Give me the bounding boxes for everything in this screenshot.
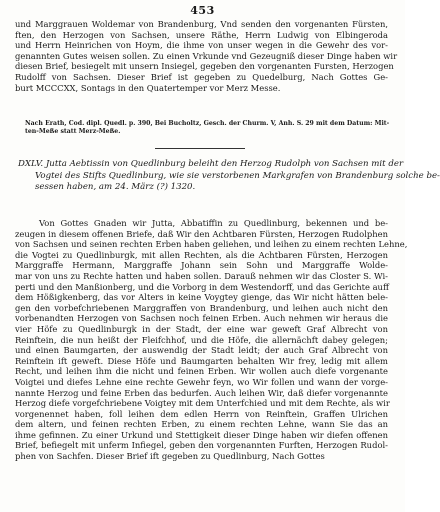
- text-line: und Herrn Heinrichen von Hoym, die ihme von unser wegen in die Gewehr des vor-: [15, 40, 388, 51]
- text-line: zeugen in diesem offenen Briefe, daß Wir den Achtbaren Fürsten, Herzogen Rudolphen: [15, 228, 388, 239]
- text-line: Marggraffe Hermann, Marggraffe Johann sein Sohn und Marggraffe Wolde-: [15, 260, 388, 271]
- document-heading: [18, 159, 440, 194]
- heading-line: DXLV. Jutta Aebtissin von Quedlinburg beleiht den Herzog Rudolph von Sachsen mit der: [18, 159, 404, 169]
- text-line: gen den vorbefchriebenen Marggraffen von Brandenburg, und leihen auch nicht den: [15, 302, 388, 313]
- text-line: Voigtei und diefes Lehne eine rechte Gewehr feyn, wo Wir follen und wann der vorge-: [15, 376, 388, 387]
- continued-charter-text: [15, 19, 398, 93]
- text-line: ihme gefinnen. Zu einer Urkund und Stettigkeit dieser Dinge haben wir diefen offenen: [15, 429, 388, 440]
- source-citation: [25, 120, 390, 136]
- text-line: phen von Sachfen. Dieser Brief ift gegeben zu Quedlinburg, Nach Gottes: [15, 451, 325, 462]
- text-line: vier Höfe zu Quedlinburgk in der Stadt, der eine war geweft Graf Albrecht von: [15, 323, 388, 334]
- text-line: Recht, und leihen ihm die nicht und feinen Erben. Wir wollen auch diefe vorgenante: [15, 366, 388, 377]
- text-line: burt MCCCXX, Sontags in den Quatertemper vor Merz Messe.: [15, 82, 281, 93]
- text-line: und einen Baumgarten, der auswendig der Stadt leidt; der auch Graf Albrecht von: [15, 345, 388, 356]
- citation-line: Nach Erath, Cod. dipl. Quedl. p. 390, Bei Bucholtz, Gesch. der Churm. V, Anh. S. 29 mit dem Datum: Mit-: [25, 120, 390, 127]
- text-line: vorbenandten Herzogen von Sachsen noch feinen Erben. Auch nehmen wir heraus die: [15, 313, 388, 324]
- citation-line: ten-Meße statt Merz-Meße.: [25, 128, 121, 135]
- charter-body-text: [15, 218, 408, 462]
- text-line: mar von uns zu Rechte hatten und haben sollen. Darauß nehmen wir das Closter S. Wi-: [15, 270, 388, 281]
- section-divider: [155, 148, 245, 149]
- text-line: nannte Herzog und feine Erben das bedurfen. Auch leihen Wir, daß diefer vorgenannte: [15, 387, 388, 398]
- text-line: diesen Brief, besiegelt mit unsern Insiegel, gegeben den vorgenanten Fursten, Herzogen: [15, 61, 394, 72]
- text-line: dem altern, und feinen rechten Erben, zu einem rechten Lehne, wann Sie das an: [15, 419, 388, 430]
- text-line: Reinftein, die nun heißt der Fleifchhof, und die Höfe, die allernächft dabey gelegen;: [15, 334, 388, 345]
- text-line: Brief, befiegelt mit unferm Infiegel, geben den vorgenannten Furften, Herzogen Rudol-: [15, 440, 388, 451]
- text-line: vorgenennet haben, foll leihen dem edlen Herrn von Reinftein, Graffen Ulrichen: [15, 408, 388, 419]
- page-number: 453: [190, 4, 215, 17]
- text-line: die Vogtei zu Quedlinburgk, mit allen Rechten, als die Achtbaren Fürsten, Herzogen: [15, 249, 388, 260]
- text-line: ften, den Herzogen von Sachsen, unsere Räthe, Herrn Ludwig von Elbingeroda: [15, 29, 388, 40]
- heading-line: sessen haben, am 24. März (?) 1320.: [35, 182, 196, 193]
- text-line: Reinftein ift geweft. Diese Höfe und Baumgarten behalten Wir frey, ledig mit allem: [15, 355, 388, 366]
- heading-line: Vogtei des Stifts Quedlinburg, wie sie verstorbenen Markgrafen von Brandenburg solche be-: [35, 170, 440, 181]
- text-line: Von Gottes Gnaden wir Jutta, Abbatiffin zu Quedlinburg, bekennen und be-: [39, 218, 388, 228]
- text-line: dem Hößigkenberg, das vor Alters in keine Voygtey gienge, das Wir nicht hätten bele-: [15, 292, 388, 303]
- text-line: von Sachsen und seinen rechten Erben haben geliehen, und leihen zu einem rechten Lehne,: [15, 239, 408, 250]
- text-line: Rudolff von Sachsen. Dieser Brief ist gegeben zu Quedelburg, Nach Gottes Ge-: [15, 71, 388, 82]
- text-line: genannten Gutes weisen sollen. Zu einen Vrkunde vnd Gezeugniß dieser Dinge haben wir: [15, 50, 398, 61]
- text-line: und Marggrauen Woldemar von Brandenburg, Vnd senden den vorgenanten Fürsten,: [15, 19, 388, 29]
- text-line: perti und den Manßionberg, und die Vorborg in dem Westendorff, und das Gerichte auff: [15, 281, 389, 292]
- text-line: Herzog diefe vorgefchriebene Voigtey mit dem Unterfchied und mit dem Rechte, als wir: [15, 398, 390, 409]
